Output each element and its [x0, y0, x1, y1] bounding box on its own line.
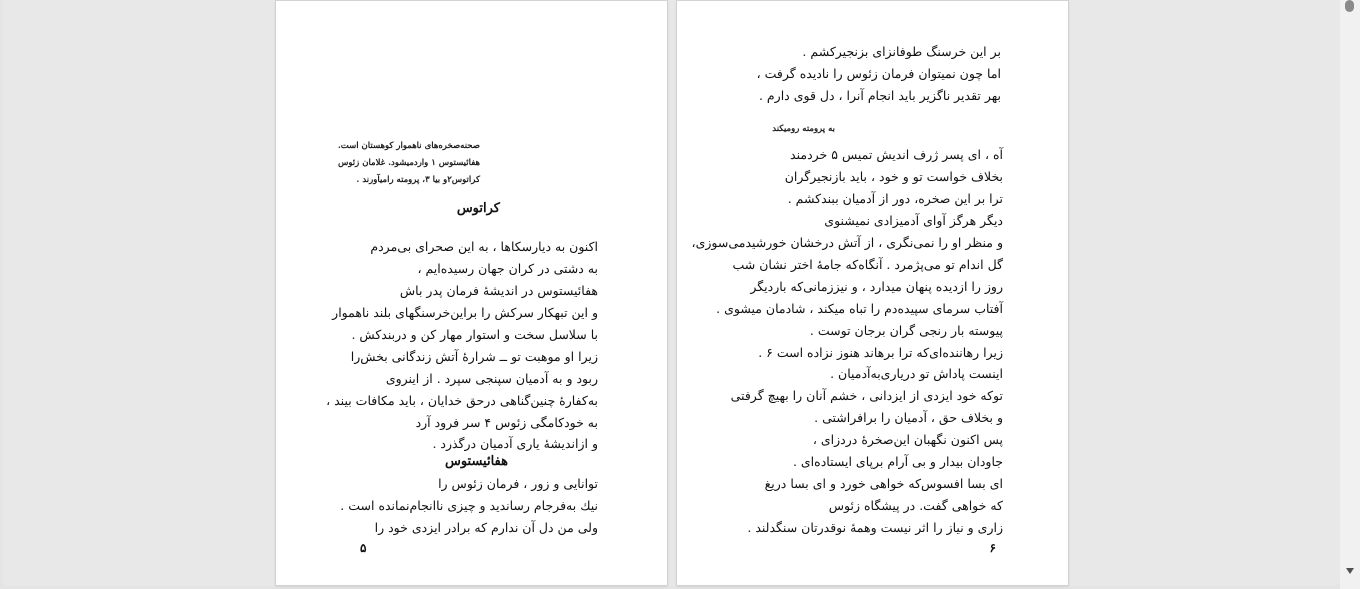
- verse-line: به دشتی در کران جهان رسیده‌ایم ،: [417, 261, 598, 276]
- verse-line: به‌کفارهٔ چنین‌گناهی درحق خدایان ، باید مکافات بیند ،: [326, 393, 598, 408]
- verse-line: اکنون به دیارسکاها ، به این صحرای بی‌مردم: [370, 239, 598, 254]
- verse-line: و منظر او را نمی‌نگری ، از آتش درخشان خورشیدمی‌سوزی،: [691, 235, 1003, 250]
- document-viewer: [3, 0, 1340, 586]
- page-number: ۵: [360, 541, 367, 555]
- verse-line: ای بسا افسوس‌که خواهی خورد و ای بسا دریغ: [764, 476, 1003, 491]
- verse-line: پیوسته بار رنجی گران برجان توست .: [809, 323, 1003, 338]
- speaker-name: کراتوس: [456, 201, 500, 216]
- verse-line: ربود و به آدمیان سپنجی سپرد . از اینروی: [385, 371, 598, 386]
- verse-line: اینست پاداش تو دریاری‌به‌آدمیان .: [830, 366, 1003, 381]
- stage-direction: کراتوس۲و بیا ۳، پرومته رامیآورند .: [356, 175, 480, 185]
- verse-line: ولی من دل آن ندارم که برادر ایزدی خود را: [374, 520, 598, 535]
- verse-line: بخلاف خواست تو و خود ، باید بازنجیرگران: [784, 169, 1003, 184]
- verse-line: اما چون نمیتوان فرمان زئوس را نادیده گرفت ،: [756, 66, 1001, 81]
- verse-line: زیرا او موهبت تو ــ شرارهٔ آتش زندگانی بخش‌را: [350, 349, 598, 364]
- verse-line: توکه خود ایزدی از ایزدانی ، خشم آنان را بهیچ گرفتی: [730, 388, 1003, 403]
- verse-line: به خودکامگی زئوس ۴ سر فرود آرد: [415, 415, 598, 430]
- stage-direction: هفائیستوس ۱ وارد‌میشود. غلامان زئوس: [338, 158, 480, 168]
- verse-line: زیرا رهاننده‌ای‌که ترا برهاند هنوز نزاده است ۶ .: [758, 345, 1003, 360]
- verse-line: و این تبهکار سرکش را براین‌خرسنگهای بلند ناهموار: [332, 305, 598, 320]
- scrollbar-thumb[interactable]: [1345, 0, 1354, 12]
- verse-line: توانایی و زور ، فرمان زئوس را: [438, 476, 598, 491]
- verse-line: و بخلاف حق ، آدمیان را برافراشتی .: [814, 410, 1003, 425]
- verse-line: ترا بر این صخره، دور از آدمیان ببندکشم .: [787, 191, 1003, 206]
- scroll-down-arrow-icon[interactable]: [1345, 566, 1355, 576]
- stage-direction: صحنه‌صخره‌های ناهموار کوهستان است.: [337, 141, 480, 151]
- page-number: ۶: [989, 541, 996, 555]
- verse-line: بهر تقدیر ناگزیر باید انجام آنرا ، دل قوی دارم .: [758, 88, 1001, 103]
- verse-line: هفائیستوس در اندیشهٔ فرمان پدر باش: [399, 283, 598, 298]
- page-5: [276, 1, 667, 585]
- verse-line: نیك به‌فرجام رساندید و چیزی ناانجام‌نمانده است .: [340, 498, 598, 513]
- verse-line: بر این خرسنگ طوفانزای بزنجیرکشم .: [802, 44, 1001, 59]
- verse-line: زاری و نیاز را اثر نیست وهمهٔ نوقدرتان سنگدلند .: [747, 520, 1003, 535]
- vertical-scrollbar[interactable]: [1340, 0, 1360, 589]
- verse-line: گل اندام تو می‌پژمرد . آنگاه‌که جامهٔ اختر نشان شب: [732, 257, 1003, 272]
- verse-line: جاودان بیدار و بی آرام برپای ایستاده‌ای .: [792, 454, 1003, 469]
- verse-line: پس اکنون نگهبان این‌صخرهٔ دردزای ،: [812, 432, 1003, 447]
- verse-line: با سلاسل سخت و استوار مهار کن و دربندکش .: [351, 327, 598, 342]
- page-6: [677, 1, 1068, 585]
- verse-line: که خواهی گفت. در پیشگاه زئوس: [828, 498, 1003, 513]
- verse-line: روز را ازدیده پنهان میدارد ، و نیززمانی‌که بارديگر: [750, 279, 1003, 294]
- stage-direction: به پرومته رومیکند: [772, 124, 835, 134]
- verse-line: دیگر هرگز آوای آدمیزادی نمیشنوی: [824, 213, 1003, 228]
- speaker-name: هفائیستوس: [444, 454, 508, 469]
- verse-line: و ازاندیشهٔ یاری آدمیان درگذرد .: [432, 436, 598, 451]
- verse-line: آه ، ای پسر ژرف اندیش تمیس ۵ خردمند: [790, 147, 1003, 162]
- verse-line: آفتاب سرمای سپیده‌دم را تباه میکند ، شادمان میشوی .: [716, 301, 1003, 316]
